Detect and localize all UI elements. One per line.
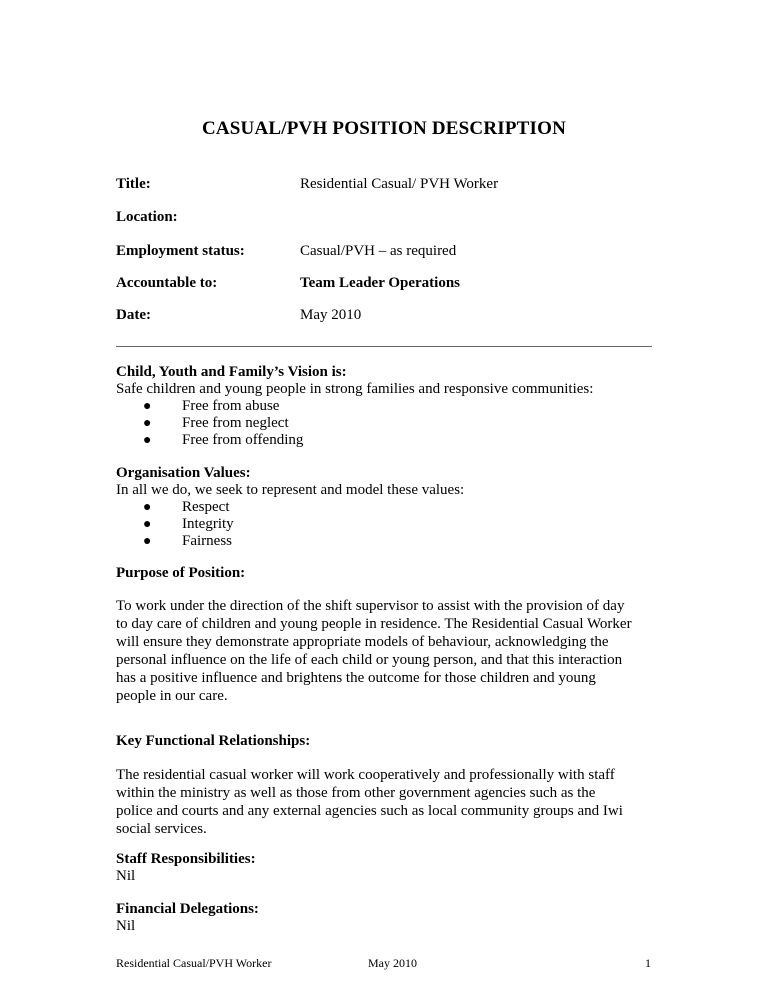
paragraph-line: police and courts and any external agencies such as local community groups and Iwi (116, 803, 623, 819)
relationships-heading: Key Functional Relationships: (116, 733, 311, 749)
vision-list (116, 398, 653, 449)
list-item (116, 533, 653, 550)
field-value-date: May 2010 (300, 307, 362, 323)
field-value-employment-status: Casual/PVH – as required (300, 243, 457, 259)
page-number: 1 (645, 956, 651, 970)
footer-date: May 2010 (368, 956, 417, 970)
list-item-text: Integrity (182, 516, 234, 532)
financial-value: Nil (116, 918, 136, 934)
document-title: CASUAL/PVH POSITION DESCRIPTION (201, 118, 567, 139)
values-heading: Organisation Values: (116, 465, 251, 481)
paragraph-line: has a positive influence and brightens the outcome for those children and young (116, 670, 596, 686)
field-label-title: Title: (116, 176, 151, 192)
field-label-date: Date: (116, 307, 151, 323)
field-label-location: Location: (116, 209, 178, 225)
staff-value: Nil (116, 868, 136, 884)
list-item-text: Free from abuse (182, 398, 280, 414)
list-item (116, 499, 653, 516)
list-item (116, 398, 653, 415)
field-value-accountable-to: Team Leader Operations (300, 275, 460, 291)
bullet-icon: ● (143, 500, 152, 515)
bullet-icon: ● (143, 517, 152, 532)
paragraph-line: personal influence on the life of each child or young person, and that this interaction (116, 652, 623, 668)
list-item-text: Free from offending (182, 432, 304, 448)
vision-heading: Child, Youth and Family’s Vision is: (116, 364, 347, 380)
list-item-text: Fairness (182, 533, 232, 549)
field-label-accountable-to: Accountable to: (116, 275, 218, 291)
list-item (116, 516, 653, 533)
bullet-icon: ● (143, 433, 152, 448)
list-item-text: Free from neglect (182, 415, 289, 431)
bullet-icon: ● (143, 399, 152, 414)
list-item-text: Respect (182, 499, 230, 515)
paragraph-line: people in our care. (116, 688, 228, 704)
staff-section (116, 851, 653, 885)
footer-left: Residential Casual/PVH Worker (116, 956, 272, 970)
paragraph-line: will ensure they demonstrate appropriate models of behaviour, acknowledging the (116, 634, 609, 650)
paragraph-line: The residential casual worker will work cooperatively and professionally with staff (116, 767, 615, 783)
values-section (116, 465, 653, 550)
paragraph-line: To work under the direction of the shift supervisor to assist with the provision of day (116, 598, 625, 614)
bullet-icon: ● (143, 416, 152, 431)
vision-section (116, 364, 653, 449)
values-intro: In all we do, we seek to represent and model these values: (116, 482, 465, 498)
list-item (116, 415, 653, 432)
financial-section (116, 901, 653, 935)
horizontal-rule (116, 346, 652, 347)
paragraph-line: within the ministry as well as those from other government agencies such as the (116, 785, 596, 801)
field-value-title: Residential Casual/ PVH Worker (300, 176, 499, 192)
relationships-paragraph (116, 766, 653, 838)
staff-heading: Staff Responsibilities: (116, 851, 256, 867)
paragraph-line: to day care of children and young people in residence. The Residential Casual Worker (116, 616, 632, 632)
financial-heading: Financial Delegations: (116, 901, 259, 917)
purpose-heading: Purpose of Position: (116, 565, 246, 581)
list-item (116, 432, 653, 449)
paragraph-line: social services. (116, 821, 207, 837)
purpose-paragraph (116, 597, 653, 705)
bullet-icon: ● (143, 534, 152, 549)
field-label-employment-status: Employment status: (116, 243, 245, 259)
vision-intro: Safe children and young people in strong families and responsive communities: (116, 381, 594, 397)
values-list (116, 499, 653, 550)
